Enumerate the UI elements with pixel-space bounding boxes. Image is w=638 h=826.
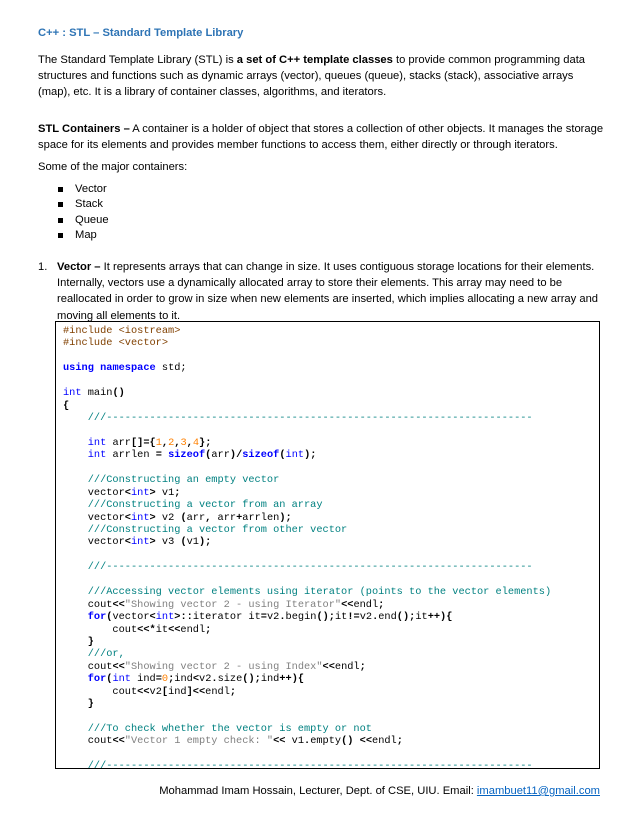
code-token: << [359,735,373,748]
code-token: << [112,735,125,748]
code-token: ( [180,511,187,524]
code-token: sizeof [242,449,280,462]
code-token: iterator it [192,611,261,624]
code-token: ///To check whether the vector is empty or not [63,723,372,735]
code-token: sizeof [168,449,206,462]
code-token: v1 [155,486,175,499]
code-token: ind [174,673,193,686]
code-token: ); [279,511,292,524]
code-token: 1 [155,436,162,449]
code-token: endl [334,660,360,673]
code-token: ind [131,673,156,686]
code-token [63,611,88,623]
code-token: [ [161,685,169,698]
code-token: cout [63,735,113,748]
code-token: main [81,387,113,400]
code-line [63,561,551,573]
code-token: ; [378,598,385,611]
code-line [63,387,551,399]
code-token: v2 [199,673,212,686]
code-line [63,748,551,760]
code-token: , [161,436,169,449]
code-line [63,711,551,723]
code-token: arr [211,511,237,524]
code-token: ++){ [279,673,305,686]
code-token: int [87,436,107,449]
code-token: cout [63,598,113,611]
code-token: (); [242,673,261,686]
vector-numbered-item [38,259,604,324]
code-token: ///Constructing an empty vector [63,474,280,487]
code-token: arrlen [106,449,156,462]
major-containers-label: Some of the major containers: [38,161,188,173]
code-token: ; [396,735,403,748]
code-token: << [341,598,354,611]
code-token: int [112,673,131,686]
code-token: #include <iostream> [63,325,181,337]
containers-paragraph [38,121,604,153]
code-token: )/ [229,449,243,462]
footer-text: Mohammad Imam Hossain, Lecturer, Dept. of CSE, UIU. Email: [159,785,477,797]
code-token: using [63,362,94,375]
code-token: endl [372,735,397,748]
code-token: << [112,598,125,611]
code-token: ///--------------------------------------------------------------------- [63,561,533,574]
code-token: 3 [180,436,187,449]
code-token: = [155,673,162,686]
bullet-square-icon [58,233,63,238]
code-token: 4 [192,436,200,449]
list-item-label: Stack [75,198,103,211]
bullet-square-icon [58,187,63,192]
code-token: empty [310,735,342,748]
code-token: << [112,660,125,673]
code-token: it [155,623,169,636]
code-token: int [130,536,150,549]
code-token: cout [63,623,138,636]
code-line [63,599,551,611]
code-token: int [130,486,150,499]
code-token: > [149,511,156,524]
code-token: v1 [186,536,199,549]
code-line [63,375,551,387]
code-token: []={ [130,436,156,449]
code-line [63,512,551,524]
code-token: . [304,735,311,748]
code-token: ind [168,685,187,698]
code-token: . [279,611,286,624]
code-token [63,673,88,685]
code-token: , [174,436,181,449]
code-token: = [260,611,267,624]
code-token: cout [63,660,113,673]
code-token: << [137,685,150,698]
intro-bold-text: a set of C++ template classes [236,54,393,66]
code-token: namespace [100,362,156,375]
code-token: ; [174,486,181,499]
code-token: "Vector 1 empty check: " [124,735,274,748]
code-token: > [149,536,156,549]
code-token: for [87,673,107,686]
code-token: < [124,486,131,499]
code-token: < [149,611,156,624]
code-token [63,449,88,461]
code-line [63,624,551,636]
bullet-square-icon [58,218,63,223]
code-token: , [205,511,212,524]
code-line [63,449,551,461]
code-token: it [415,611,428,624]
code-token: arr [186,511,206,524]
code-line [63,673,551,685]
vector-description [57,259,604,324]
code-token: ///--------------------------------------------------------------------- [63,760,533,769]
code-block [55,321,600,769]
code-token: ; [205,623,212,636]
code-token: ///Constructing a vector from an array [63,499,323,512]
code-token: ); [304,449,317,462]
code-token: = [155,449,162,462]
code-token: vector [112,611,150,624]
code-token: (); [396,611,416,624]
code-token: << [168,623,181,636]
code-token: < [192,673,200,686]
code-token: v2 [149,685,162,698]
document-title: C++ : STL – Standard Template Library [38,27,244,39]
code-token: v2 [155,511,181,524]
code-token: std; [155,362,187,375]
code-token: vector [63,536,125,549]
code-token: { [63,399,70,412]
code-token: ///Constructing a vector from other vector [63,524,348,536]
code-token: ( [279,449,286,462]
code-token: ( [106,611,113,624]
code-line [63,723,551,735]
code-token: it [334,611,348,624]
code-token: vector [63,486,125,499]
code-line [63,425,551,437]
code-token: endl [205,685,230,698]
list-item [58,197,109,212]
code-token: v2 [266,611,280,624]
code-token: "Showing vector 2 - using Iterator" [124,598,342,611]
code-token: }; [199,436,212,449]
code-token: v3 [155,536,181,549]
intro-text-after: to provide common programming data structures and functions such as dynamic arrays (vector), queues (queue), stacks (stack), associative arrays (map), etc. It is a library of container classes, algorithms, and iterators. [38,54,586,99]
code-line [63,412,551,424]
code-line [63,586,551,598]
email-link[interactable]: imambuet11@gmail.com [476,785,600,797]
code-token: for [87,611,107,624]
code-token: << [322,660,335,673]
bullet-square-icon [58,202,63,207]
code-token: 0 [161,673,169,686]
code-token: begin [285,611,317,624]
code-token: end [378,611,397,624]
code-token [63,437,88,449]
code-line [63,760,551,769]
code-token: ( [180,536,187,549]
code-line [63,350,551,362]
code-token: int [63,387,82,400]
code-token: . [372,611,379,624]
code-token: ); [198,536,212,549]
code-line [63,698,551,710]
vector-heading: Vector – [57,261,101,273]
code-token: cout [63,685,138,698]
item-number: 1. [38,261,48,273]
code-token: "Showing vector 2 - using Index" [124,660,323,673]
code-line [63,487,551,499]
list-item [58,213,109,228]
code-line [63,462,551,474]
code-line [63,536,551,548]
code-token: != [347,611,360,624]
code-token: int [155,611,175,624]
code-token: >:: [174,611,193,624]
code-token: 2 [168,436,175,449]
code-token: ///Accessing vector elements using iterator (points to the vector elements) [63,586,552,599]
code-token: } [63,635,94,648]
code-line [63,735,551,747]
code-token: ; [359,660,366,673]
containers-heading: STL Containers – [38,123,130,135]
code-line [63,574,551,586]
code-token: v2 [359,611,373,624]
code-token: , [186,436,193,449]
code-listing [63,325,551,769]
code-token: ++){ [427,611,453,624]
code-token: size [217,673,243,686]
list-item-label: Queue [75,213,109,226]
code-token: endl [353,598,379,611]
list-item [58,228,109,243]
code-line [63,325,551,337]
code-line [63,400,551,412]
code-token: ind [260,673,280,686]
code-line [63,499,551,511]
code-token: < [124,511,131,524]
list-item-label: Vector [75,183,107,195]
code-line [63,362,551,374]
code-token: ; [229,685,237,698]
code-line [63,661,551,673]
intro-text-before: The Standard Template Library (STL) is [38,54,237,66]
code-line [63,549,551,561]
containers-list [58,182,109,243]
intro-paragraph [38,52,604,101]
code-token: vector [63,511,125,524]
code-token: int [130,511,150,524]
code-token: arr [211,449,230,462]
code-token: ( [106,673,113,686]
code-token: ]<< [186,685,206,698]
code-token: } [63,698,94,711]
code-line [63,648,551,660]
code-line [63,686,551,698]
code-line [63,474,551,486]
code-line [63,524,551,536]
code-token: #include <vector> [63,337,169,350]
list-item [58,182,109,197]
code-token: ; [168,673,175,686]
code-token: endl [180,623,206,636]
code-token: () [112,387,125,400]
code-line [63,337,551,349]
code-token: ///--------------------------------------------------------------------- [63,412,533,425]
code-token: << [273,735,286,748]
code-token: ///or, [63,648,125,661]
list-item-label: Map [75,228,97,241]
code-token: ( [205,449,212,462]
code-token: v1 [285,735,305,748]
containers-text: A container is a holder of object that stores a collection of other objects. It manages the storage space for its elements and provides member functions to access them, either directly or through iterators. [38,123,604,152]
code-line [63,437,551,449]
code-token: > [149,486,156,499]
code-token: + [236,511,243,524]
page-footer [0,785,600,797]
code-token: arrlen [242,511,280,524]
code-token: < [124,536,131,549]
code-token: arr [106,436,131,449]
code-token: (); [316,611,335,624]
code-line [63,636,551,648]
code-token: () [341,735,354,748]
code-token: <<* [137,623,156,636]
code-token: int [87,449,107,462]
code-token: int [285,449,305,462]
code-line [63,611,551,623]
code-token: . [211,673,218,686]
vector-text: It represents arrays that can change in size. It uses contiguous storage locations for their elements. Internally, vectors use a dynamically allocated array to store their elements. This array may need to be reallocated in order to grow in size when new elements are inserted, which implies allocating a new array and moving all elements to it. [57,261,599,322]
